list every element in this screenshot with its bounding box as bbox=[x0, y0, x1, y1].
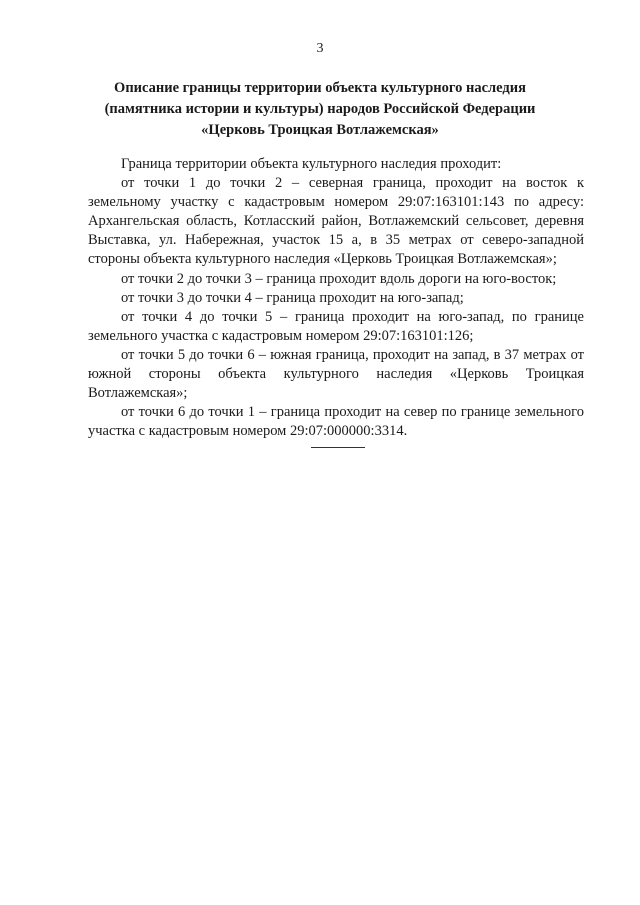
title-line-1: Описание границы территории объекта культурного наследия bbox=[114, 80, 526, 96]
paragraph-intro: Граница территории объекта культурного наследия проходит: bbox=[121, 156, 502, 172]
paragraph-segment-2-3: от точки 2 до точки 3 – граница проходит вдоль дороги на юго-восток; bbox=[121, 270, 557, 287]
page-number: 3 bbox=[316, 41, 324, 56]
end-separator-line bbox=[311, 447, 365, 448]
paragraph-segment-3-4: от точки 3 до точки 4 – граница проходит на юго-запад; bbox=[121, 289, 464, 306]
paragraph-segment-4-5: от точки 4 до точки 5 – граница проходит на юго-запад, по границе земельного участка с кадастровым номером 29:07:163101:126; bbox=[88, 308, 584, 344]
paragraph-segment-5-6: от точки 5 до точки 6 – южная граница, проходит на запад, в 37 метрах от южной стороны объекта культурного наследия «Церковь Троицкая Вотлажемская»; bbox=[88, 346, 584, 402]
paragraph-segment-6-1: от точки 6 до точки 1 – граница проходит на север по границе земельного участка с кадастровым номером 29:07:000000:3314. bbox=[88, 404, 584, 440]
paragraph-segment-1-2: от точки 1 до точки 2 – северная граница, проходит на восток к земельному участку с кадастровым номером 29:07:163101:143 по адресу: Архангельская область, Котласский район, Вотлажемский сельсовет, деревня Выставка, ул. Набережная, участок 15 а, в 35 метрах от северо-западной стороны объекта культурного наследия «Церковь Троицкая Вотлажемская»; bbox=[88, 175, 584, 268]
document-body bbox=[88, 155, 584, 441]
title-line-2: (памятника истории и культуры) народов Российской Федерации bbox=[104, 101, 536, 117]
document-title bbox=[60, 78, 580, 141]
title-line-3: «Церковь Троицкая Вотлажемская» bbox=[201, 122, 439, 138]
